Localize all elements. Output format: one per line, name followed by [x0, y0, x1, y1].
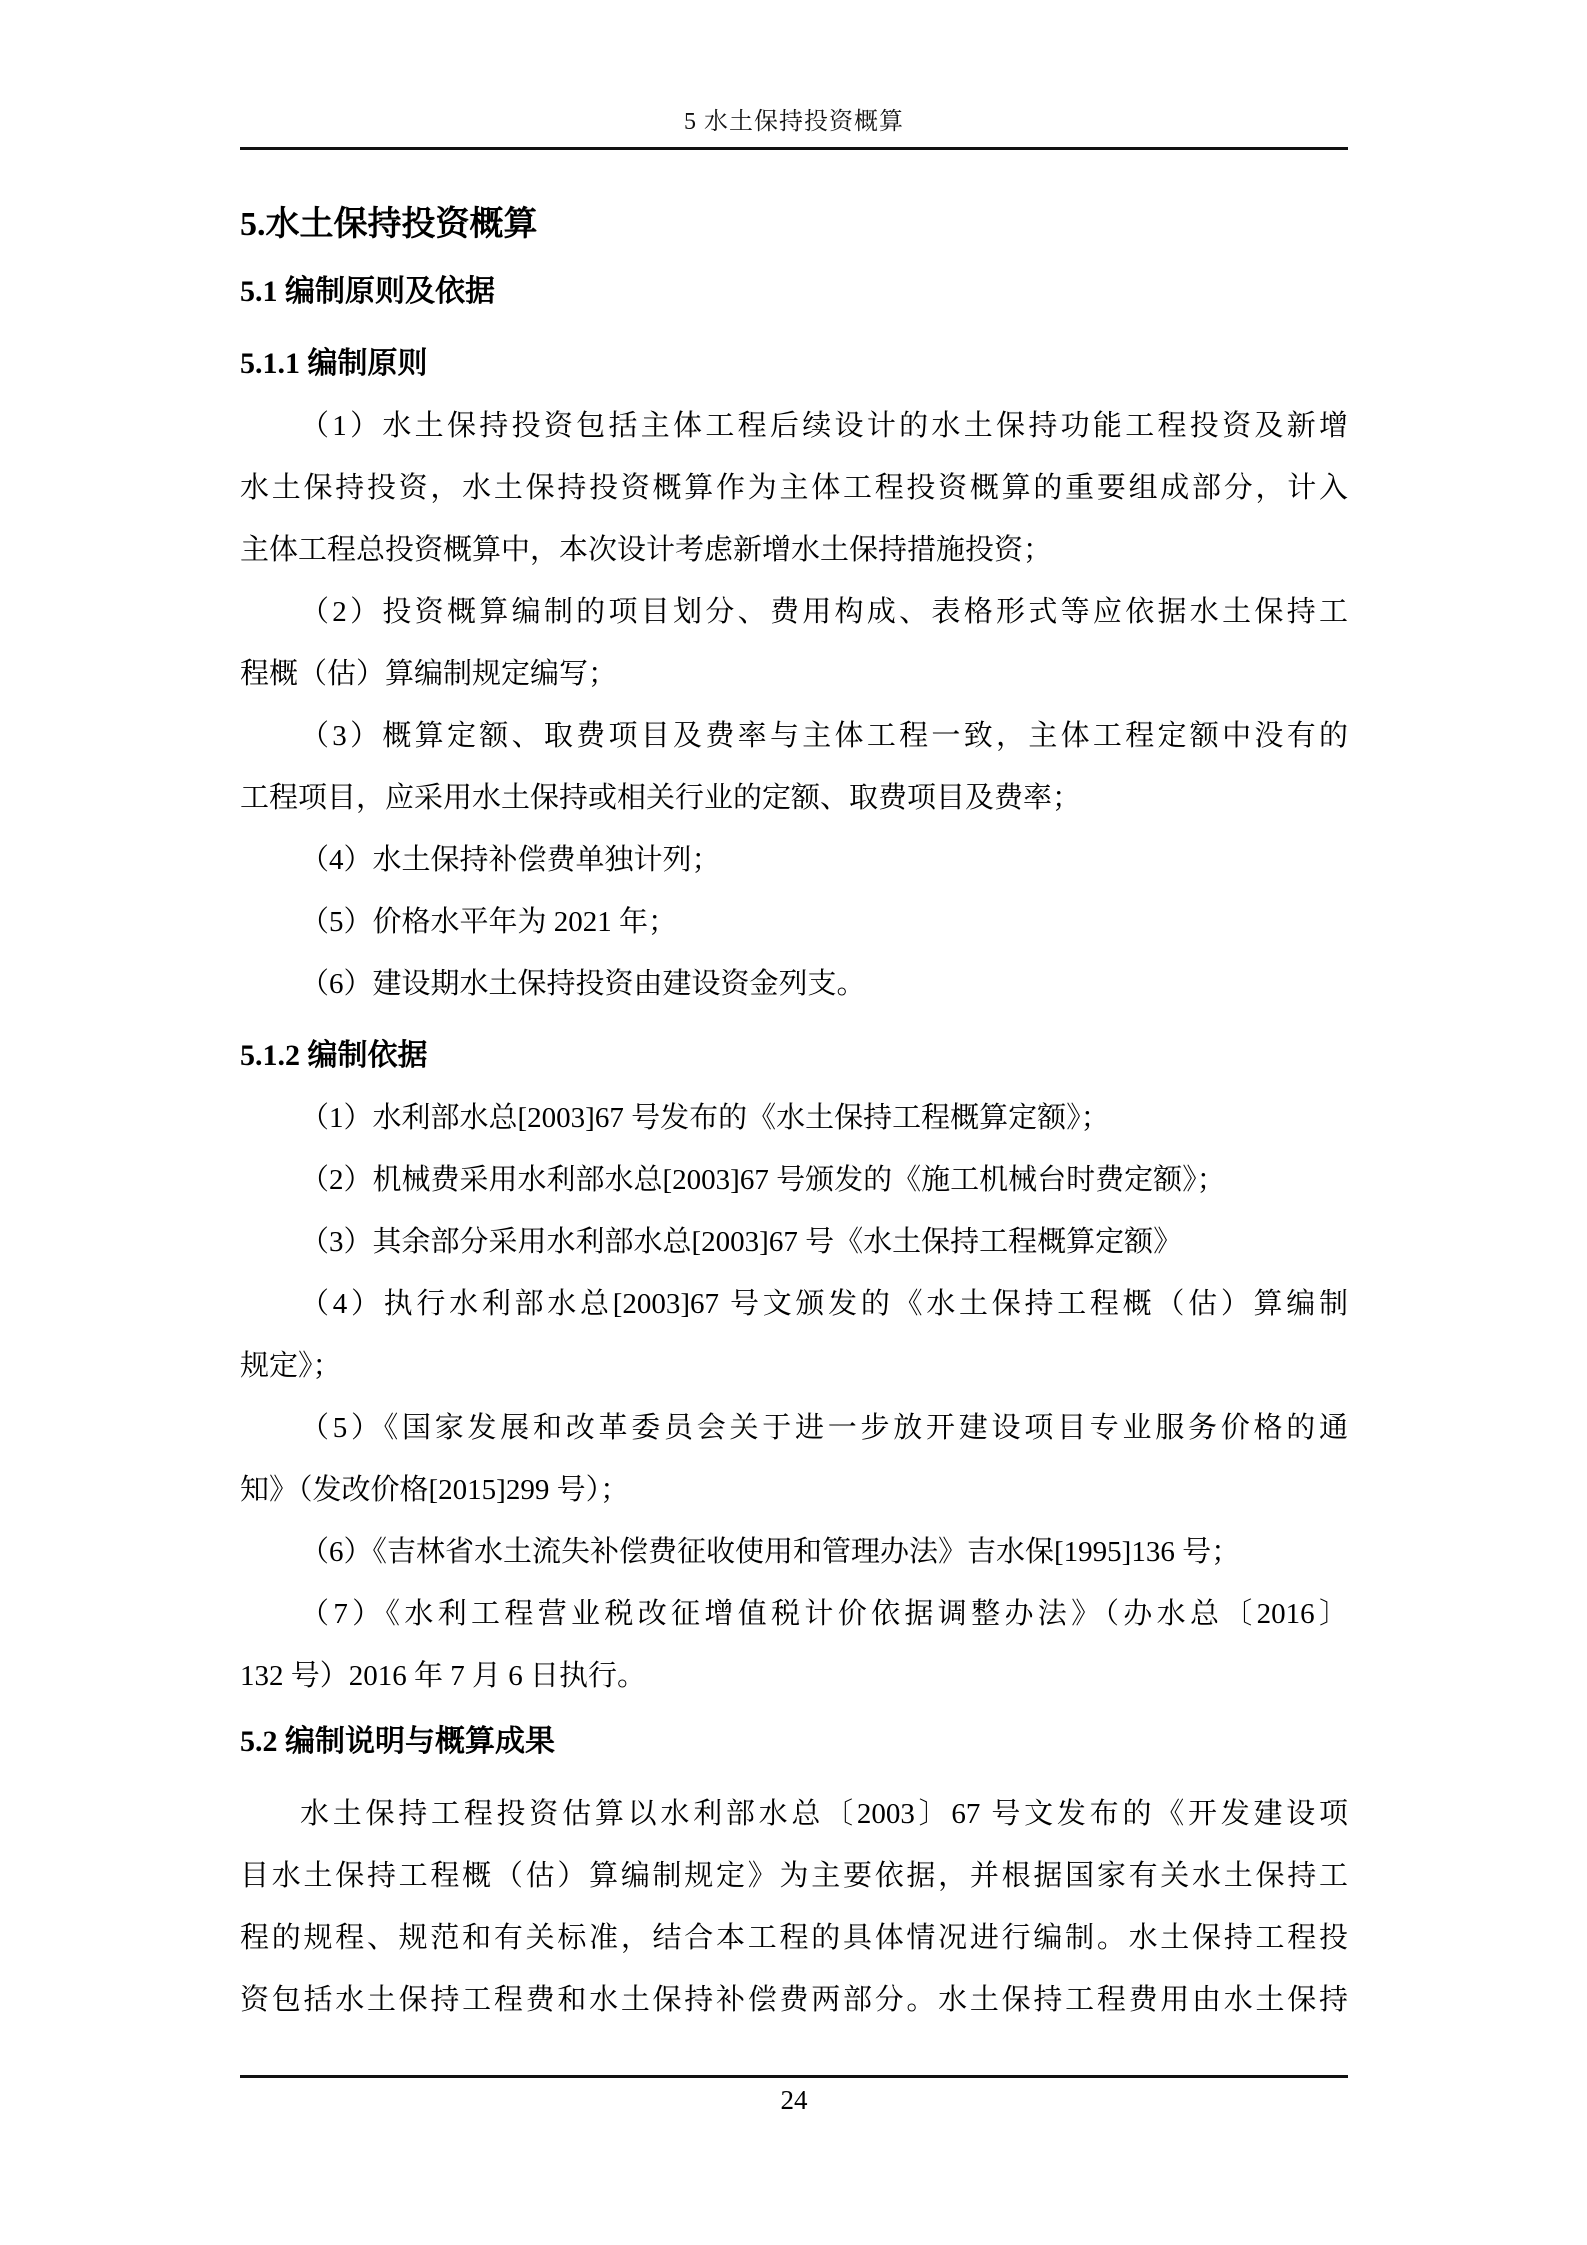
paragraph-line: 资包括水土保持工程费和水土保持补偿费两部分。水土保持工程费用由水土保持 — [240, 1984, 1348, 2016]
paragraph-line: 主体工程总投资概算中，本次设计考虑新增水土保持措施投资； — [240, 534, 1053, 566]
paragraph-line: （7）《水利工程营业税改征增值税计价依据调整办法》（办水总〔2016〕 — [300, 1598, 1348, 1630]
section-heading: 5.2 编制说明与概算成果 — [240, 1725, 555, 1758]
section-heading: 5.1 编制原则及依据 — [240, 275, 495, 308]
paragraph-line: 工程项目，应采用水土保持或相关行业的定额、取费项目及费率； — [240, 782, 1082, 814]
running-header-title: 5 水土保持投资概算 — [684, 109, 904, 135]
paragraph-line: （1）水土保持投资包括主体工程后续设计的水土保持功能工程投资及新增 — [300, 410, 1348, 442]
paragraph-line: （6）建设期水土保持投资由建设资金列支。 — [300, 968, 866, 1000]
paragraph-line: 132 号）2016 年 7 月 6 日执行。 — [240, 1660, 647, 1692]
paragraph-line: 水土保持工程投资估算以水利部水总〔2003〕67 号文发布的《开发建设项 — [300, 1798, 1348, 1830]
paragraph-line: 目水土保持工程概（估）算编制规定》为主要依据，并根据国家有关水土保持工 — [240, 1860, 1348, 1892]
paragraph-line: 知》（发改价格[2015]299 号）； — [240, 1474, 630, 1506]
paragraph-line: （4）水土保持补偿费单独计列； — [300, 844, 721, 876]
paragraph-line: （4）执行水利部水总[2003]67 号文颁发的《水土保持工程概（估）算编制 — [300, 1288, 1348, 1320]
footer-rule — [240, 2075, 1348, 2078]
document-body — [240, 149, 1348, 2031]
paragraph-line: 程的规程、规范和有关标准，结合本工程的具体情况进行编制。水土保持工程投 — [240, 1922, 1348, 1954]
paragraph-line: 程概（估）算编制规定编写； — [240, 658, 618, 690]
paragraph-line: （5）《国家发展和改革委员会关于进一步放开建设项目专业服务价格的通 — [300, 1412, 1348, 1444]
paragraph-line: （3）概算定额、取费项目及费率与主体工程一致，主体工程定额中没有的 — [300, 720, 1348, 752]
chapter-title: 5.水土保持投资概算 — [240, 206, 538, 243]
paragraph-line: 规定》； — [240, 1350, 342, 1382]
paragraph-line: 水土保持投资，水土保持投资概算作为主体工程投资概算的重要组成部分，计入 — [240, 472, 1348, 504]
paragraph-line: （1）水利部水总[2003]67 号发布的《水土保持工程概算定额》； — [300, 1102, 1110, 1134]
paragraph-line: （6）《吉林省水土流失补偿费征收使用和管理办法》吉水保[1995]136 号； — [300, 1536, 1241, 1568]
subsection-heading: 5.1.2 编制依据 — [240, 1039, 428, 1072]
paragraph-line: （5）价格水平年为 2021 年； — [300, 906, 678, 938]
paragraph-line: （3）其余部分采用水利部水总[2003]67 号《水土保持工程概算定额》 — [300, 1226, 1183, 1258]
page-number: 24 — [780, 2085, 808, 2115]
subsection-heading: 5.1.1 编制原则 — [240, 347, 428, 380]
paragraph-line: （2）投资概算编制的项目划分、费用构成、表格形式等应依据水土保持工 — [300, 596, 1348, 628]
paragraph-line: （2）机械费采用水利部水总[2003]67 号颁发的《施工机械台时费定额》； — [300, 1164, 1226, 1196]
